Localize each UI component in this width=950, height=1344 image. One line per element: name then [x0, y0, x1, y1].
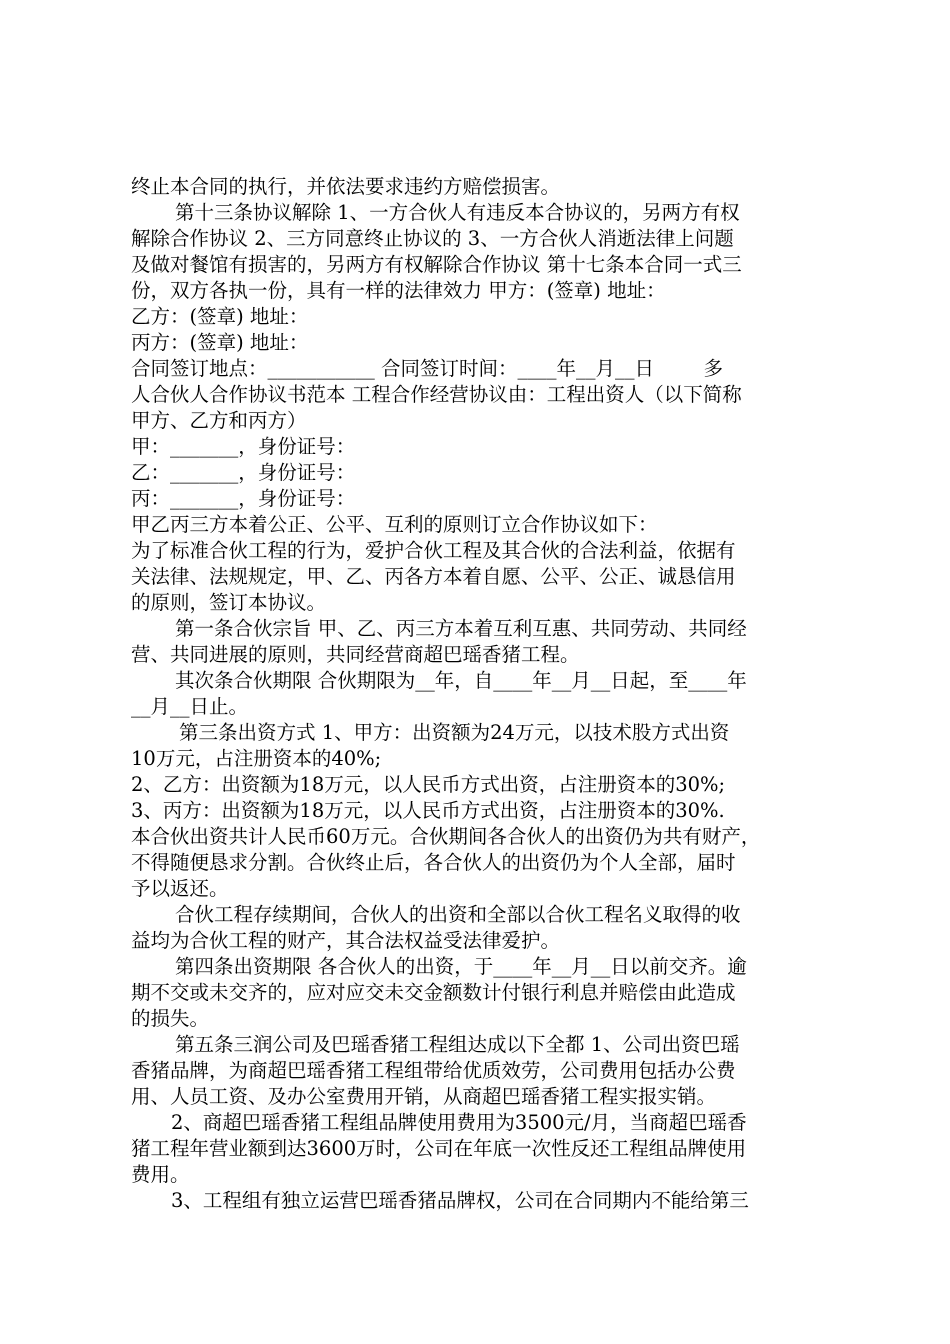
text-line: 2、商超巴瑶香猪工程组品牌使用费用为3500元/月，当商超巴瑶香: [171, 1111, 747, 1134]
text-line: 香猪品牌，为商超巴瑶香猪工程组带给优质效劳，公司费用包括办公费: [131, 1059, 736, 1082]
text-line: 第三条出资方式 1、甲方：出资额为24万元，以技术股方式出资: [179, 721, 730, 744]
text-line: 第一条合伙宗旨 甲、乙、丙三方本着互利互惠、共同劳动、共同经: [175, 617, 747, 640]
text-line: 的损失。: [131, 1007, 210, 1030]
text-line: 终止本合同的执行，并依法要求违约方赔偿损害。: [131, 175, 561, 198]
text-line: 合同签订地点：___________ 合同签订时间：____年__月__日 多: [131, 357, 724, 380]
text-line: 2、乙方：出资额为18万元，以人民币方式出资，占注册资本的30%;: [131, 773, 726, 796]
text-line: 不得随便恳求分割。合伙终止后，各合伙人的出资仍为个人全部，届时: [131, 851, 736, 874]
text-line: 3、丙方：出资额为18万元，以人民币方式出资，占注册资本的30%.: [131, 799, 725, 822]
text-line: 合伙工程存续期间，合伙人的出资和全部以合伙工程名义取得的收: [175, 903, 741, 926]
text-line: 第十三条协议解除 1、一方合伙人有违反本合协议的，另两方有权: [175, 201, 740, 224]
text-line: 丙：_______，身份证号：: [131, 487, 356, 510]
text-line: 益均为合伙工程的财产，其合法权益受法律爱护。: [131, 929, 561, 952]
text-line: 期不交或未交齐的，应对应交未交金额数计付银行利息并赔偿由此造成: [131, 981, 736, 1004]
text-line: 费用。: [131, 1163, 190, 1186]
text-line: 10万元，占注册资本的40%;: [131, 747, 382, 770]
text-line: 本合伙出资共计人民币60万元。合伙期间各合伙人的出资仍为共有财产，: [131, 825, 761, 848]
document-body: [131, 174, 841, 1214]
text-line: 3、工程组有独立运营巴瑶香猪品牌权，公司在合同期内不能给第三: [171, 1189, 749, 1212]
text-line: 乙：_______，身份证号：: [131, 461, 356, 484]
text-line: 第五条三润公司及巴瑶香猪工程组达成以下全都 1、公司出资巴瑶: [175, 1033, 740, 1056]
text-line: 为了标准合伙工程的行为，爱护合伙工程及其合伙的合法利益，依据有: [131, 539, 736, 562]
text-line: 的原则，签订本协议。: [131, 591, 327, 614]
text-line: 予以返还。: [131, 877, 229, 900]
text-line: __月__日止。: [131, 695, 249, 718]
text-line: 甲方、乙方和丙方）: [131, 409, 307, 432]
text-line: 甲：_______，身份证号：: [131, 435, 356, 458]
text-line: 份，双方各执一份，具有一样的法律效力 甲方：(签章) 地址：: [131, 279, 666, 302]
text-line: 解除合作协议 2、三方同意终止协议的 3、一方合伙人消逝法律上问题: [131, 227, 734, 250]
text-line: 乙方：(签章) 地址：: [131, 305, 309, 328]
text-line: 及做对餐馆有损害的，另两方有权解除合作协议 第十七条本合同一式三: [131, 253, 742, 276]
text-line: 丙方：(签章) 地址：: [131, 331, 309, 354]
text-line: 猪工程年营业额到达3600万时，公司在年底一次性反还工程组品牌使用: [131, 1137, 747, 1160]
text-line: 营、共同进展的原则，共同经营商超巴瑶香猪工程。: [131, 643, 580, 666]
text-line: 第四条出资期限 各合伙人的出资，于____年__月__日以前交齐。逾: [175, 955, 747, 978]
text-line: 其次条合伙期限 合伙期限为__年，自____年__月__日起，至____年: [175, 669, 747, 692]
text-line: 关法律、法规规定，甲、乙、丙各方本着自愿、公平、公正、诚恳信用: [131, 565, 736, 588]
text-line: 甲乙丙三方本着公正、公平、互利的原则订立合作协议如下：: [131, 513, 658, 536]
text-line: 用、人员工资、及办公室费用开销，从商超巴瑶香猪工程实报实销。: [131, 1085, 717, 1108]
text-line: 人合伙人合作协议书范本 工程合作经营协议由：工程出资人（以下简称: [131, 383, 742, 406]
